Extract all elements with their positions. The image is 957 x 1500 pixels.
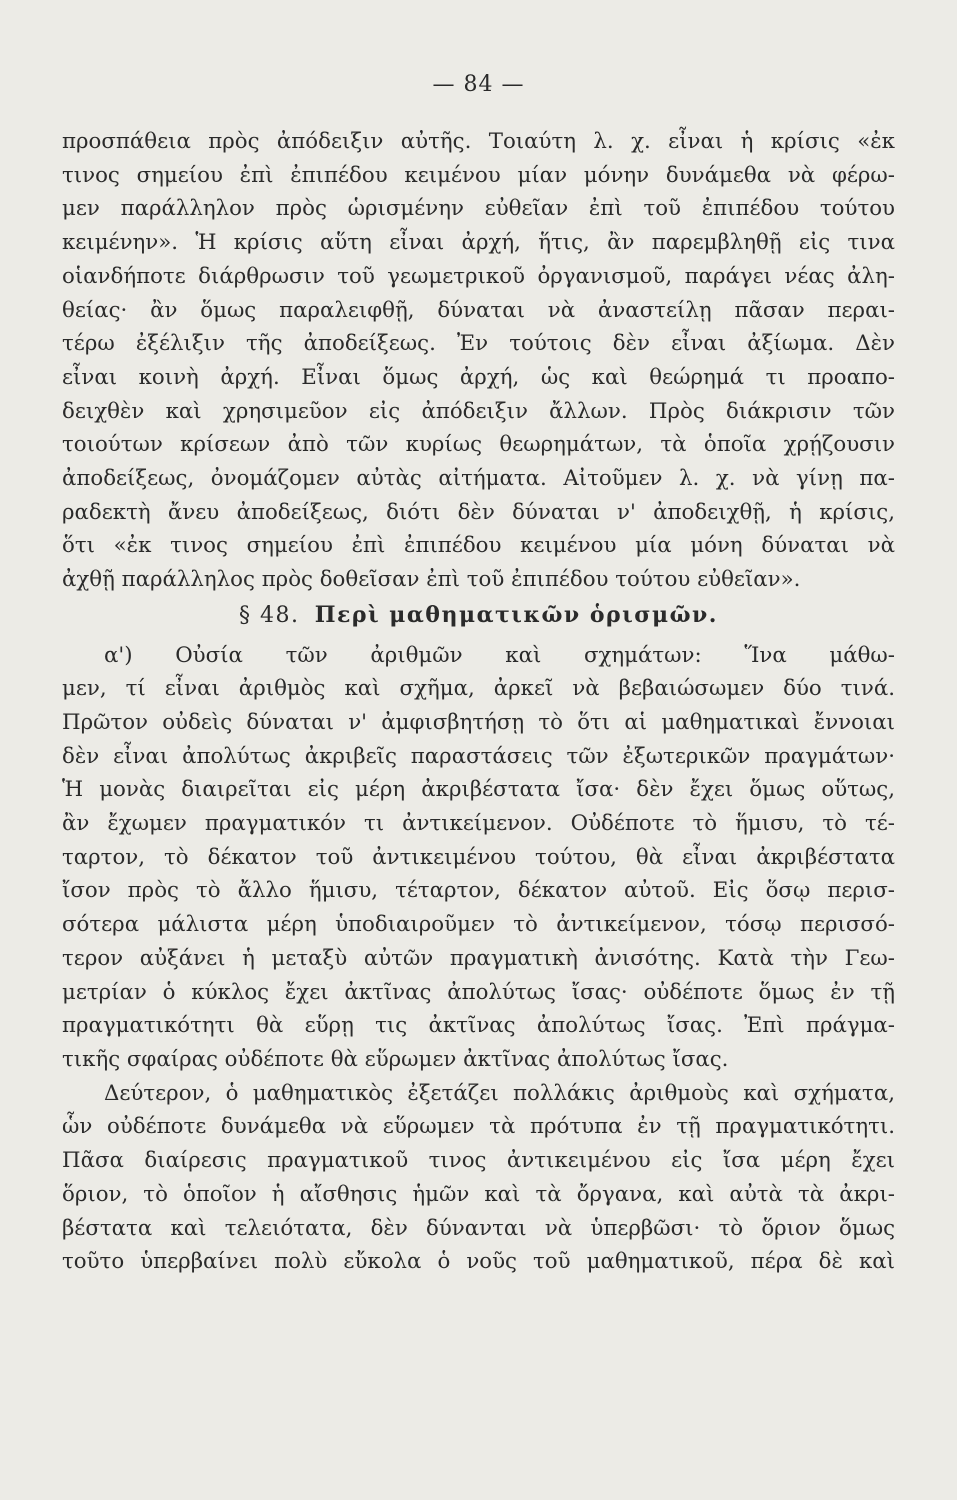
text-line: ραδεκτὴ ἄνευ ἀποδείξεως, διότι δὲν δύναται ν' ἀποδειχθῇ, ἡ κρίσις, xyxy=(62,499,895,525)
paragraph-1 xyxy=(62,125,895,597)
text-line: ἂν ἔχωμεν πραγματικόν τι ἀντικείμενον. Οὐδέποτε τὸ ἥμισυ, τὸ τέ- xyxy=(62,811,895,837)
text-line: μετρίαν ὁ κύκλος ἔχει ἀκτῖνας ἀπολύτως ἴσας· οὐδέποτε ὅμως ἐν τῇ xyxy=(62,979,895,1005)
text-line: τικῆς σφαίρας οὐδέποτε θὰ εὕρωμεν ἀκτῖνας ἀπολύτως ἴσας. xyxy=(62,1046,729,1072)
text-line: πραγματικότητι θὰ εὕρῃ τις ἀκτῖνας ἀπολύτως ἴσας. Ἐπὶ πράγμα- xyxy=(62,1013,895,1039)
text-line: ὧν οὐδέποτε δυνάμεθα νὰ εὕρωμεν τὰ πρότυπα ἐν τῇ πραγματικότητι. xyxy=(62,1114,895,1140)
section-number: § 48. xyxy=(239,602,300,628)
text-line: Ἡ μονὰς διαιρεῖται εἰς μέρη ἀκριβέστατα ἴσα· δὲν ἔχει ὅμως οὕτως, xyxy=(62,777,895,803)
text-line: σότερα μάλιστα μέρη ὑποδιαιροῦμεν τὸ ἀντικείμενον, τόσῳ περισσό- xyxy=(62,912,895,938)
text-line: προσπάθεια πρὸς ἀπόδειξιν αὐτῆς. Τοιαύτη λ. χ. εἶναι ἡ κρίσις «ἐκ xyxy=(62,129,895,154)
text-line: τοιούτων κρίσεων ἀπὸ τῶν κυρίως θεωρημάτων, τὰ ὁποῖα χρῄζουσιν xyxy=(62,432,895,458)
text-line: ὅτι «ἐκ τινος σημείου ἐπὶ ἐπιπέδου κειμένου μία μόνη δύναται νὰ xyxy=(62,533,895,559)
text-line: κειμένην». Ἡ κρίσις αὕτη εἶναι ἀρχή, ἥτις, ἂν παρεμβληθῇ εἰς τινα xyxy=(62,230,895,256)
section-title: Περὶ μαθηματικῶν ὁρισμῶν. xyxy=(314,601,718,628)
text-line: ἴσον πρὸς τὸ ἄλλο ἥμισυ, τέταρτον, δέκατον αὐτοῦ. Εἰς ὅσῳ περισ- xyxy=(62,878,895,904)
text-line: τερον αὐξάνει ἡ μεταξὺ αὐτῶν πραγματικὴ ἀνισότης. Κατὰ τὴν Γεω- xyxy=(62,945,895,971)
text-line: μεν παράλληλον πρὸς ὡρισμένην εὐθεῖαν ἐπὶ τοῦ ἐπιπέδου τούτου xyxy=(62,196,895,222)
text-line: τέρω ἐξέλιξιν τῆς ἀποδείξεως. Ἐν τούτοις δὲν εἶναι ἀξίωμα. Δὲν xyxy=(62,331,895,357)
paragraph-3 xyxy=(62,1077,895,1279)
text-line: Δεύτερον, ὁ μαθηματικὸς ἐξετάζει πολλάκις ἀριθμοὺς καὶ σχήματα, xyxy=(104,1080,895,1106)
text-line: ταρτον, τὸ δέκατον τοῦ ἀντικειμένου τούτου, θὰ εἶναι ἀκριβέστατα xyxy=(62,844,895,870)
text-line: δὲν εἶναι ἀπολύτως ἀκριβεῖς παραστάσεις τῶν ἐξωτερικῶν πραγμάτων· xyxy=(62,743,895,769)
text-line: ὅριον, τὸ ὁποῖον ἡ αἴσθησις ἡμῶν καὶ τὰ ὄργανα, καὶ αὐτὰ τὰ ἀκρι- xyxy=(62,1181,895,1207)
body-text xyxy=(62,125,895,1279)
text-line: τοῦτο ὑπερβαίνει πολὺ εὔκολα ὁ νοῦς τοῦ μαθηματικοῦ, πέρα δὲ καὶ xyxy=(62,1249,895,1275)
text-line: δειχθὲν καὶ χρησιμεῦον εἰς ἀπόδειξιν ἄλλων. Πρὸς διάκρισιν τῶν xyxy=(62,398,895,424)
text-line: α') Οὐσία τῶν ἀριθμῶν καὶ σχημάτων: Ἵνα μάθω- xyxy=(104,642,895,668)
paragraph-2 xyxy=(62,639,895,1077)
text-line: ἀποδείξεως, ὀνομάζομεν αὐτὰς αἰτήματα. Αἰτοῦμεν λ. χ. νὰ γίνῃ πα- xyxy=(62,466,895,492)
text-line: βέστατα καὶ τελειότατα, δὲν δύνανται νὰ ὑπερβῶσι· τὸ ὅριον ὅμως xyxy=(62,1215,895,1241)
text-line: μεν, τί εἶναι ἀριθμὸς καὶ σχῆμα, ἀρκεῖ νὰ βεβαιώσωμεν δύο τινά. xyxy=(62,676,895,702)
section-heading xyxy=(62,599,895,633)
text-line: εἶναι κοινὴ ἀρχή. Εἶναι ὅμως ἀρχή, ὡς καὶ θεώρημά τι προαπο- xyxy=(62,364,895,390)
page-number: — 84 — xyxy=(432,72,525,97)
text-line: Πρῶτον οὐδεὶς δύναται ν' ἀμφισβητήσῃ τὸ ὅτι αἱ μαθηματικαὶ ἔννοιαι xyxy=(62,709,895,735)
text-line: οἱανδήποτε διάρθρωσιν τοῦ γεωμετρικοῦ ὀργανισμοῦ, παράγει νέας ἀλη- xyxy=(62,263,895,289)
text-line: ἀχθῇ παράλληλος πρὸς δοθεῖσαν ἐπὶ τοῦ ἐπιπέδου τούτου εὐθεῖαν». xyxy=(62,567,801,593)
text-line: τινος σημείου ἐπὶ ἐπιπέδου κειμένου μίαν μόνην δυνάμεθα νὰ φέρω- xyxy=(62,162,895,188)
text-line: Πᾶσα διαίρεσις πραγματικοῦ τινος ἀντικειμένου εἰς ἴσα μέρη ἔχει xyxy=(62,1148,895,1174)
text-line: θείας· ἂν ὅμως παραλειφθῇ, δύναται νὰ ἀναστείλῃ πᾶσαν περαι- xyxy=(62,297,895,323)
